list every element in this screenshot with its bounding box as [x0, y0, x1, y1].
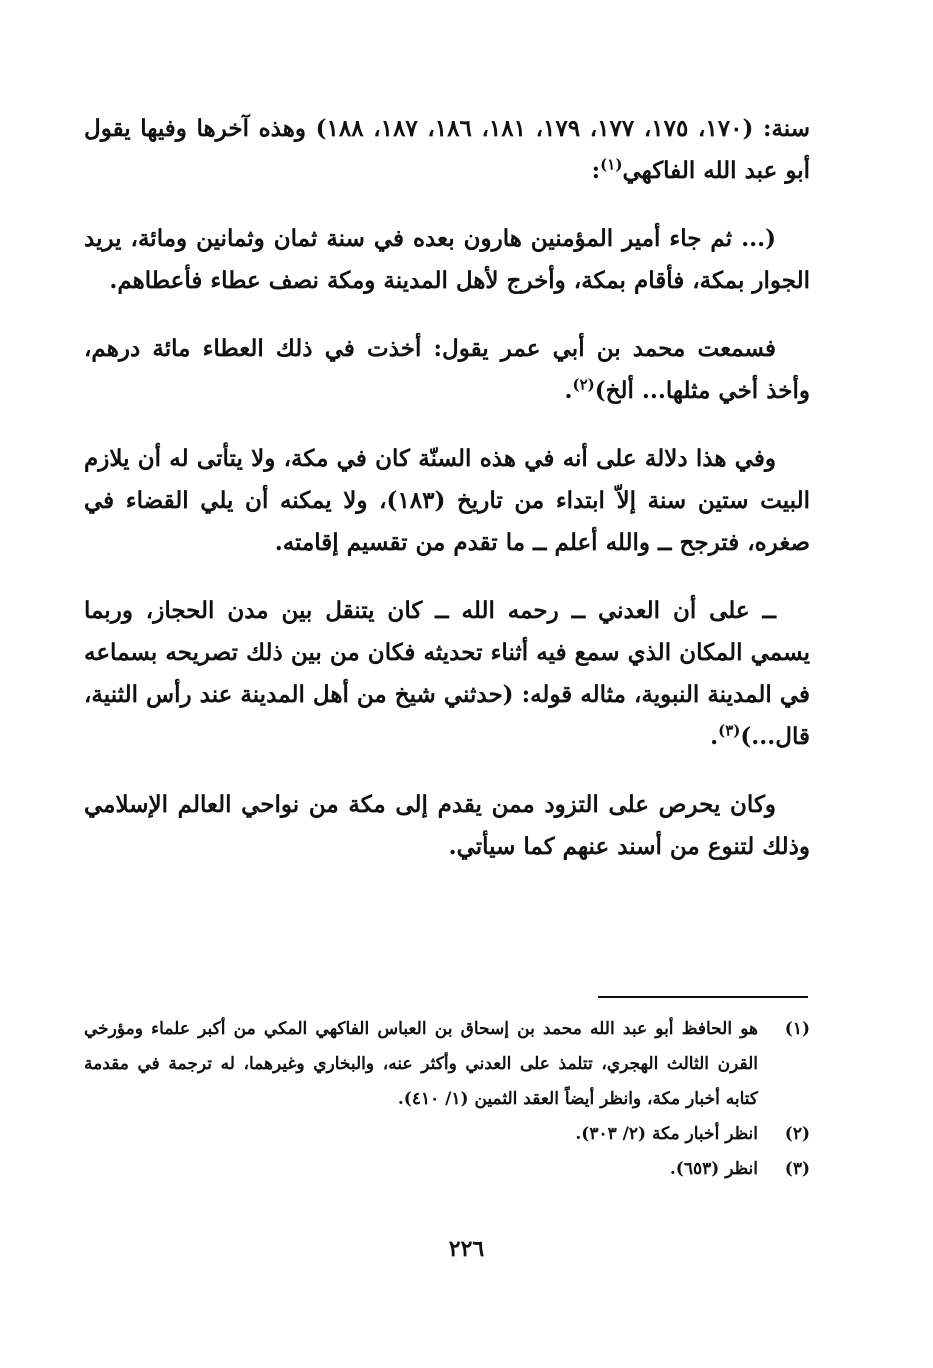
- footnote-number: (١): [784, 1019, 810, 1039]
- paragraph-5: [84, 590, 810, 758]
- paragraph-3: [84, 328, 810, 412]
- footnote-separator: [598, 996, 808, 998]
- footnote-1: [84, 1012, 810, 1117]
- footnote-ref-1: (١): [600, 155, 623, 174]
- paragraph-2-text: (... ثم جاء أمير المؤمنين هارون بعده في سنة ثمان وثمانين ومائة، يريد الجوار بمكة، فأقام بمكة، وأخرج لأهل المدينة ومكة نصف عطاء فأعطاهم.: [84, 225, 810, 294]
- paragraph-1-end: :: [591, 157, 601, 184]
- footnote-2: [84, 1117, 810, 1152]
- main-text: [84, 108, 810, 894]
- paragraph-1: [84, 108, 810, 192]
- paragraph-5-end: .: [710, 723, 719, 750]
- paragraph-6-text: وكان يحرص على التزود ممن يقدم إلى مكة من نواحي العالم الإسلامي وذلك لتنوع من أسند عنهم كما سيأتي.: [84, 791, 810, 860]
- footnote-ref-2: (٢): [572, 375, 595, 394]
- footnote-text: انظر (٦٥٣).: [669, 1159, 758, 1179]
- paragraph-6: [84, 784, 810, 868]
- page-number: ٢٢٦: [448, 1236, 485, 1262]
- footnote-number: (٣): [784, 1159, 810, 1179]
- paragraph-1-text: سنة: (١٧٠، ١٧٥، ١٧٧، ١٧٩، ١٨١، ١٨٦، ١٨٧، ١٨٨) وهذه آخرها وفيها يقول أبو عبد الله الفاكهي: [84, 115, 810, 184]
- footnote-ref-3: (٣): [718, 721, 741, 740]
- paragraph-2: [84, 218, 810, 302]
- footnote-text: انظر أخبار مكة (٢/ ٣٠٣).: [575, 1124, 758, 1144]
- paragraph-4: [84, 438, 810, 564]
- footnotes: [84, 1012, 810, 1187]
- footnote-number: (٢): [784, 1124, 810, 1144]
- footnote-text: هو الحافظ أبو عبد الله محمد بن إسحاق بن العباس الفاكهي المكي من أكبر علماء ومؤرخي القرن الثالث الهجري، تتلمذ على العدني وأكثر عنه، والبخاري وغيرهما، له ترجمة في مقدمة كتابه أخبار مكة، وانظر أيضاً العقد الثمين (١/ ٤١٠).: [84, 1019, 758, 1109]
- footnote-3: [84, 1152, 810, 1187]
- paragraph-4-text: وفي هذا دلالة على أنه في هذه السنّة كان في مكة، ولا يتأتى له أن يلازم البيت ستين سنة إلاّ ابتداء من تاريخ (١٨٣)، ولا يمكنه أن يلي القضاء في صغره، فترجح ــ والله أعلم ــ ما تقدم من تقسيم إقامته.: [84, 445, 810, 556]
- paragraph-3-text: فسمعت محمد بن أبي عمر يقول: أخذت في ذلك العطاء مائة درهم، وأخذ أخي مثلها... ألخ): [84, 335, 810, 404]
- paragraph-5-text: ــ على أن العدني ــ رحمه الله ــ كان يتنقل بين مدن الحجاز، وربما يسمي المكان الذي سمع فيه أثناء تحديثه فكان من بين ذلك تصريحه بسماعه في المدينة النبوية، مثاله قوله: (حدثني شيخ من أهل المدينة عند رأس الثنية، قال...): [84, 597, 810, 750]
- paragraph-3-end: .: [564, 377, 573, 404]
